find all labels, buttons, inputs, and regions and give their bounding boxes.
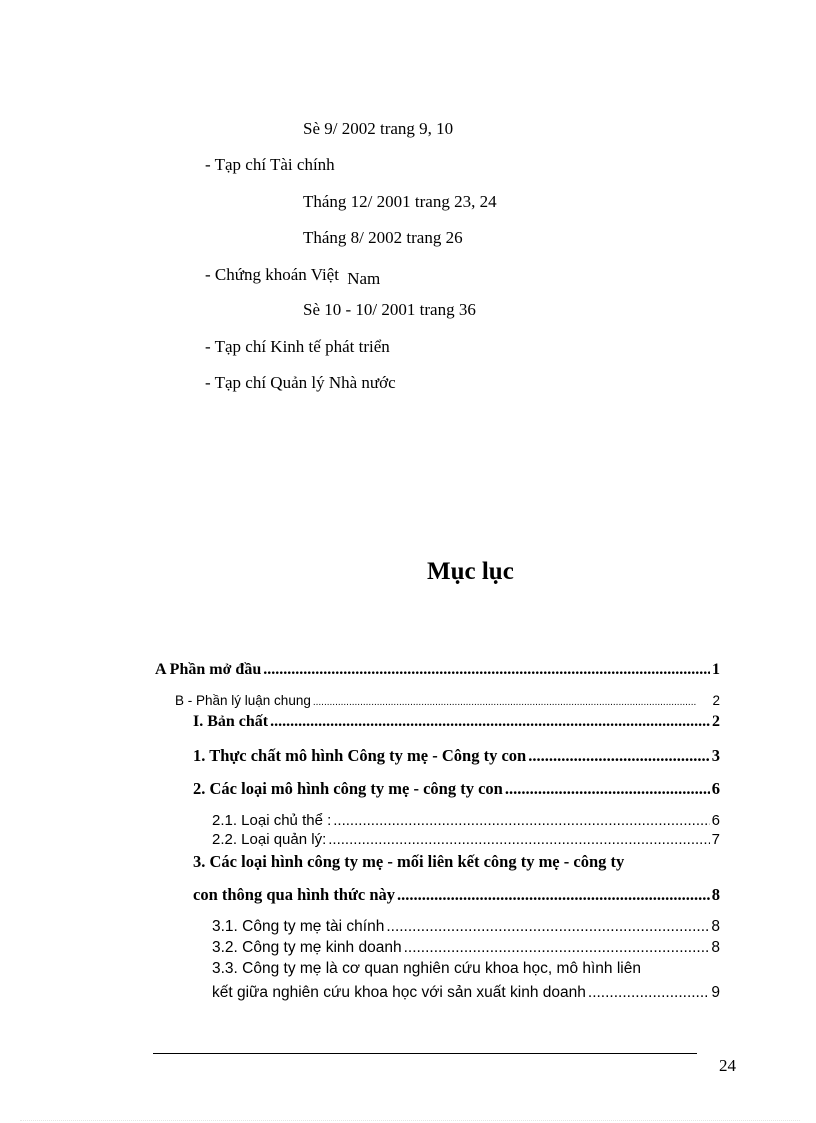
reference-line: Sè 10 - 10/ 2001 trang 36 <box>303 300 476 319</box>
toc-entry-label: 2. Các loại mô hình công ty mẹ - công ty con <box>193 779 503 798</box>
toc-entry <box>212 918 720 936</box>
toc-entry-label: 3.2. Công ty mẹ kinh doanh <box>212 939 402 956</box>
toc-leader <box>588 984 709 1002</box>
toc-entry <box>212 939 720 957</box>
toc-entry-page: 3 <box>711 746 720 765</box>
toc-entry-continuation: kết giữa nghiên cứu khoa học với sản xuất kinh doanh <box>212 984 586 1001</box>
reference-line: Tháng 8/ 2002 trang 26 <box>303 228 463 247</box>
toc-entry <box>212 984 720 1002</box>
reference-line: - Tạp chí Quản lý Nhà nước <box>205 373 396 392</box>
toc-entry-label: A Phần mở đầu <box>155 661 262 678</box>
toc-entry <box>193 779 720 799</box>
toc-entry <box>193 713 720 731</box>
toc-entry-page: 2 <box>712 713 720 730</box>
reference-text: - Chứng khoán Việt <box>205 265 339 284</box>
reference-line: - Tạp chí Tài chính <box>205 155 335 174</box>
toc-entry <box>212 812 720 829</box>
toc-entry-label: 3. Các loại hình công ty mẹ - mối liên kết công ty mẹ - công ty <box>193 852 625 871</box>
toc-title: Mục lục <box>427 558 514 585</box>
reference-line: Tháng 12/ 2001 trang 23, 24 <box>303 192 497 211</box>
toc-entry <box>175 693 720 708</box>
toc-entry-label: B - Phần lý luận chung <box>175 693 311 708</box>
footer-rule <box>153 1053 697 1054</box>
reference-line <box>205 265 381 288</box>
page-number: 24 <box>719 1056 736 1075</box>
toc-leader <box>505 779 710 799</box>
toc-entry <box>212 831 720 848</box>
toc-leader <box>263 661 710 679</box>
toc-leader <box>313 697 697 708</box>
toc-entry-page: 8 <box>711 918 720 935</box>
toc-entry-page: 2 <box>712 693 720 708</box>
toc-entry-page: 8 <box>711 939 720 956</box>
toc-leader <box>270 713 710 731</box>
toc-entry-label: 1. Thực chất mô hình Công ty mẹ - Công ty con <box>193 746 527 765</box>
toc-entry-label: I. Bản chất <box>193 713 269 730</box>
toc-entry-label: 2.2. Loại quản lý: <box>212 831 327 848</box>
toc-entry-page: 6 <box>711 779 720 798</box>
toc-entry-page: 7 <box>711 831 720 848</box>
toc-leader <box>328 831 709 848</box>
toc-entry-label: 3.3. Công ty mẹ là cơ quan nghiên cứu khoa học, mô hình liên <box>212 960 641 977</box>
toc-leader <box>386 918 709 936</box>
toc-leader <box>404 939 710 957</box>
toc-entry <box>193 885 720 905</box>
toc-entry <box>155 661 720 679</box>
reference-line: - Tạp chí Kinh tế phát triển <box>205 337 390 356</box>
page-bottom-border <box>20 1120 800 1121</box>
toc-leader <box>333 812 709 829</box>
toc-entry <box>193 746 720 766</box>
reference-text-tail: Nam <box>347 269 381 288</box>
toc-entry-page: 9 <box>711 984 720 1001</box>
toc-entry-page: 6 <box>711 812 720 829</box>
toc-entry-label: 2.1. Loại chủ thể : <box>212 812 332 829</box>
toc-entry-label: 3.1. Công ty mẹ tài chính <box>212 918 385 935</box>
toc-entry-page: 8 <box>711 885 720 904</box>
toc-leader <box>528 746 710 766</box>
toc-leader <box>397 885 710 905</box>
toc-entry-page: 1 <box>712 661 720 678</box>
toc-entry-continuation: con thông qua hình thức này <box>193 885 396 904</box>
reference-line: Sè 9/ 2002 trang 9, 10 <box>303 119 454 138</box>
